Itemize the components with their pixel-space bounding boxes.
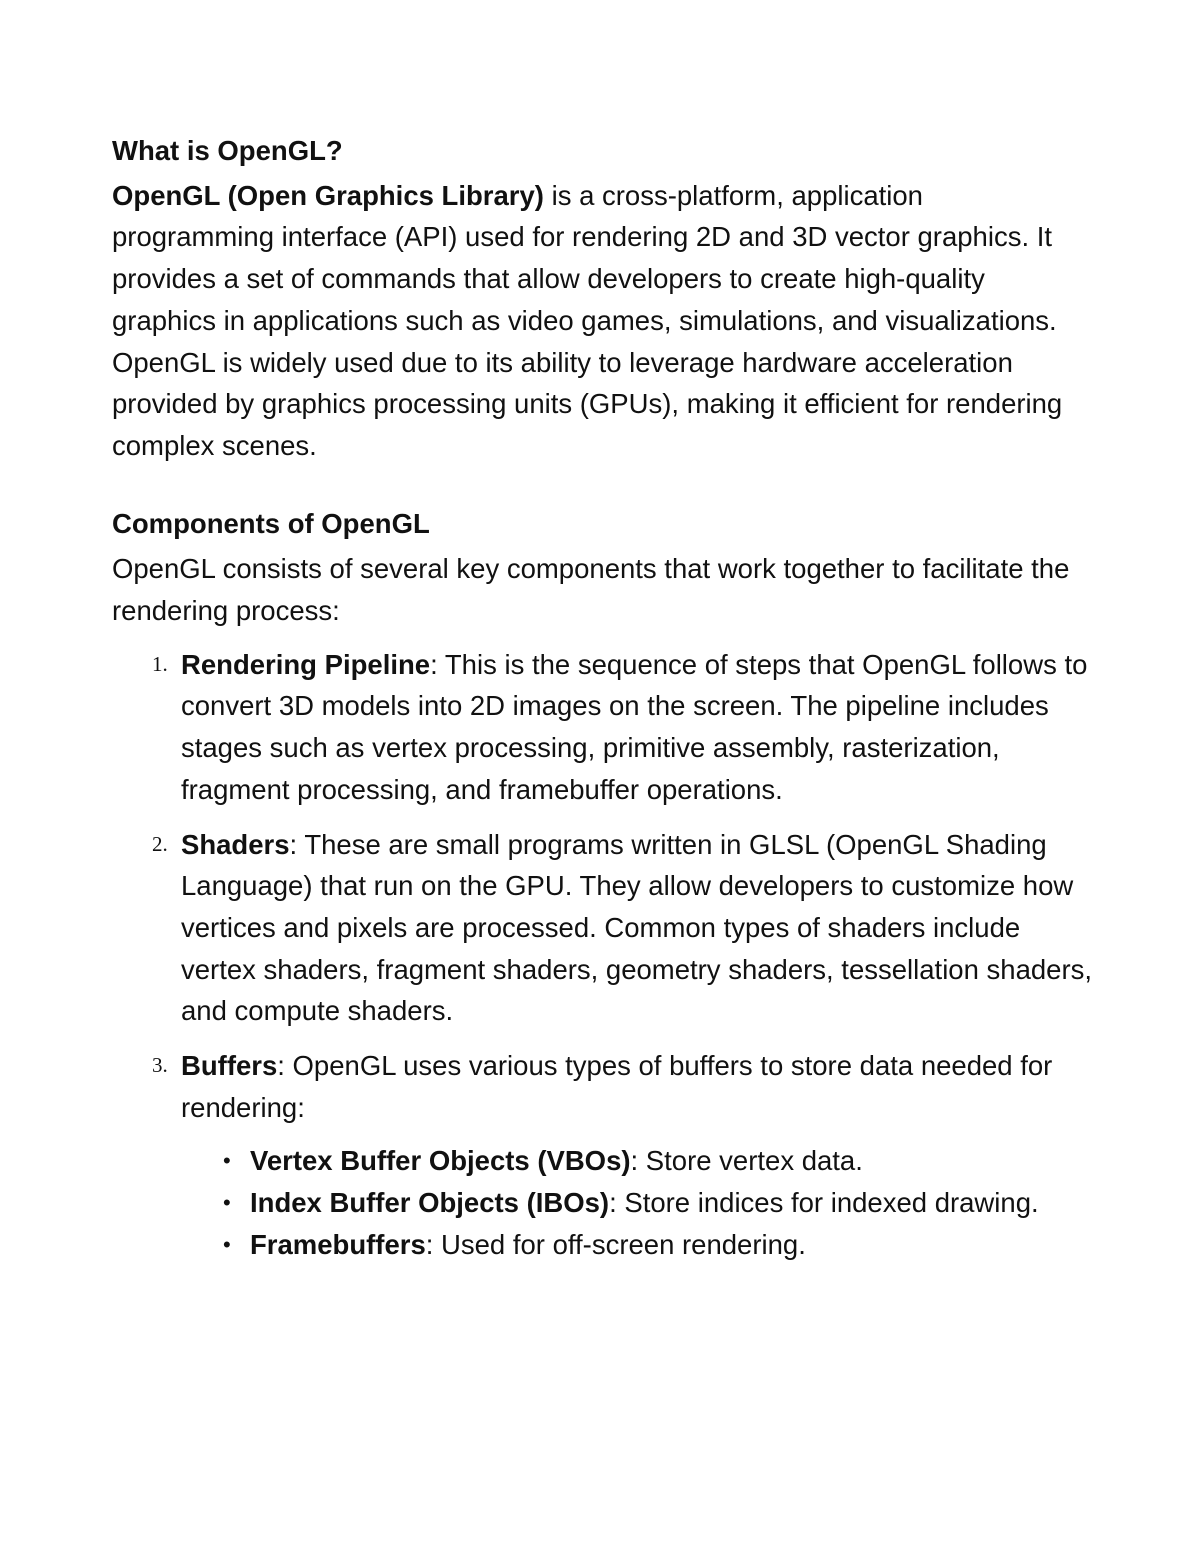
list-item-rendering-pipeline [112, 644, 1092, 811]
list-item-shaders [112, 824, 1092, 1033]
list-item-term: Shaders [181, 828, 290, 860]
bullet-icon: • [223, 1148, 231, 1174]
sub-list-item-ibos [181, 1182, 1092, 1224]
sub-item-text: : Store vertex data. [630, 1145, 863, 1177]
document-page [112, 130, 1092, 1279]
list-item-text: : OpenGL uses various types of buffers to store data needed for rendering: [181, 1050, 1053, 1123]
sub-list-item-framebuffers [181, 1224, 1092, 1266]
section-heading-what-is-opengl: What is OpenGL? [112, 135, 343, 166]
section-heading-components: Components of OpenGL [112, 507, 430, 539]
intro-text: is a cross-platform, application programming interface (API) used for rendering 2D and 3D vector graphics. It provides a set of commands that allow developers to create high-quality graphics in applications such as video games, simulations, and visualizations. OpenGL is widely used due to its ability to leverage hardware acceleration provided by graphics processing units (GPUs), making it efficient for rendering complex scenes. [112, 179, 1063, 461]
list-item-text: : This is the sequence of steps that OpenGL follows to convert 3D models into 2D images on the screen. The pipeline includes stages such as vertex processing, primitive assembly, rasterization, fragment processing, and framebuffer operations. [181, 648, 1088, 805]
list-number: 1. [152, 651, 168, 676]
intro-paragraph [112, 175, 1092, 467]
list-item-text: : These are small programs written in GLSL (OpenGL Shading Language) that run on the GPU. They allow developers to customize how vertices and pixels are processed. Common types of shaders include vertex shaders, fragment shaders, geometry shaders, tessellation shaders, and compute shaders. [181, 828, 1093, 1027]
bullet-icon: • [223, 1190, 231, 1216]
list-item-term: Buffers [181, 1050, 278, 1082]
list-item-term: Rendering Pipeline [181, 648, 431, 680]
list-number: 3. [152, 1053, 168, 1078]
sub-item-term: Index Buffer Objects (IBOs) [250, 1187, 610, 1219]
components-list [112, 644, 1092, 1266]
list-number: 2. [152, 831, 168, 856]
intro-bold-term: OpenGL (Open Graphics Library) [112, 179, 544, 211]
sub-item-text: : Used for off-screen rendering. [425, 1228, 806, 1260]
bullet-icon: • [223, 1231, 231, 1257]
sub-list-item-vbos [181, 1140, 1092, 1182]
sub-item-term: Framebuffers [250, 1228, 426, 1260]
sub-item-text: : Store indices for indexed drawing. [609, 1187, 1039, 1219]
list-item-buffers [112, 1045, 1092, 1266]
section-spacer [112, 467, 1092, 503]
components-intro-paragraph: OpenGL consists of several key components that work together to facilitate the rendering process: [112, 553, 1070, 627]
sub-item-term: Vertex Buffer Objects (VBOs) [250, 1145, 631, 1177]
buffers-sub-list [181, 1140, 1092, 1265]
